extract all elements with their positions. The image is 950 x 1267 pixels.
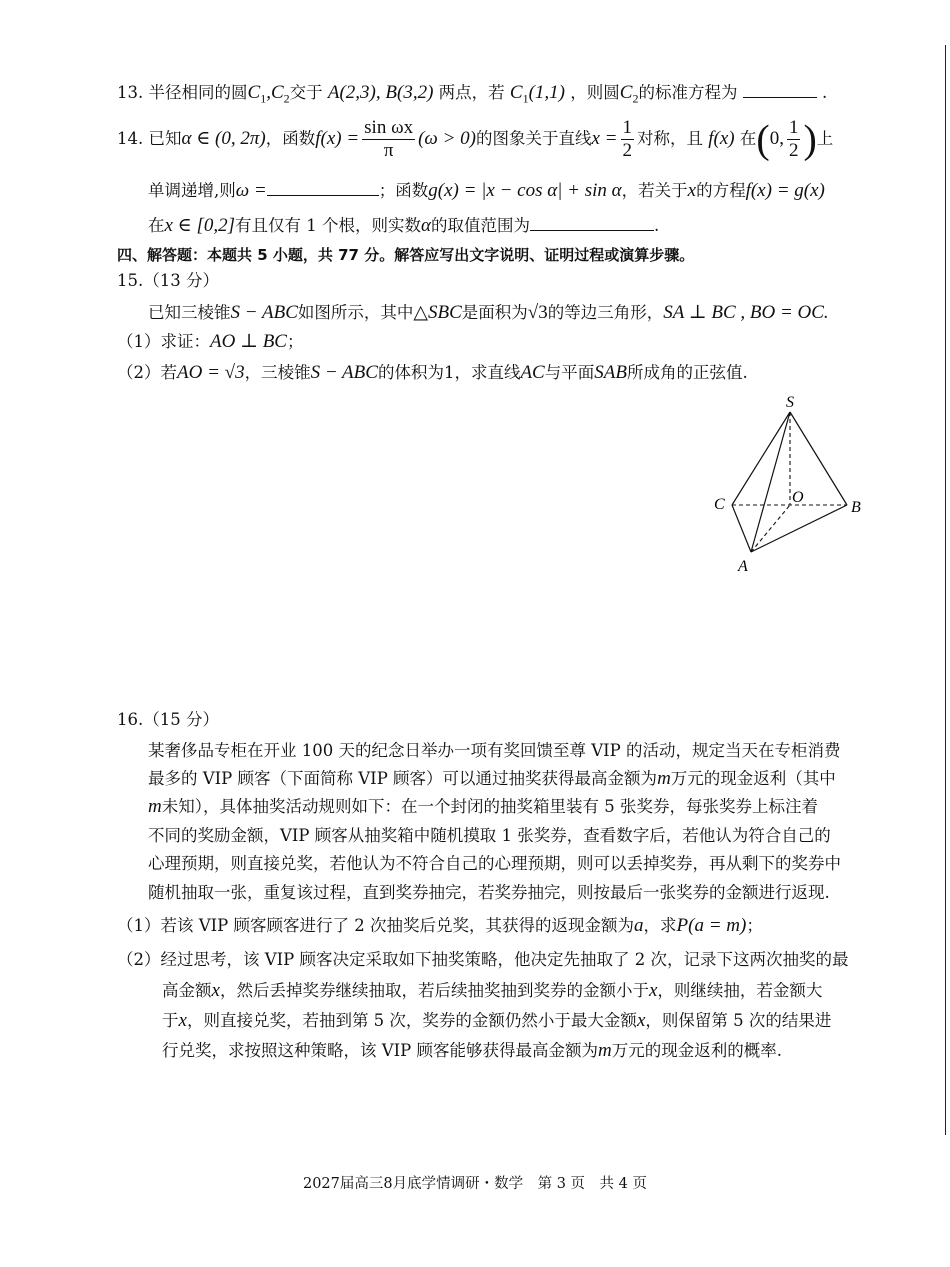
fraction-numerator: 1 xyxy=(622,117,632,138)
big-right-paren: ) xyxy=(803,116,817,162)
math: g(x) = |x − cos α| + sin α xyxy=(428,180,622,201)
q15-stem xyxy=(148,302,829,324)
q16-text: ，则继续抽，若金额大 xyxy=(657,981,823,1000)
math: f(x) = g(x) xyxy=(745,180,825,201)
subscript: 1 xyxy=(522,91,529,106)
margin-rule xyxy=(945,45,946,1135)
section-heading: 四、解答题：本题共 5 小题，共 77 分。解答应写出文字说明、证明过程或演算步骤。 xyxy=(117,246,695,264)
math: f(x) = xyxy=(315,128,360,149)
q16-text: 于 xyxy=(162,1011,179,1030)
math: f(x) xyxy=(708,128,735,149)
math: A(2,3), B(3,2) xyxy=(327,82,434,103)
fraction-sin xyxy=(362,117,415,162)
q13-text: 半径相同的圆 xyxy=(148,83,248,102)
q15-text: （2）若 xyxy=(117,363,177,382)
label-a: A xyxy=(738,558,748,575)
label-s: S xyxy=(786,394,794,411)
q16-text: 高金额 xyxy=(162,981,212,1000)
q16-text: 万元的现金返利的概率. xyxy=(611,1041,783,1060)
math: P(a = m) xyxy=(676,915,747,936)
q15-text: 的体积为1，求直线 xyxy=(377,363,521,382)
math: x xyxy=(178,1010,187,1031)
q14-text: 在 xyxy=(148,216,165,235)
math: C xyxy=(619,82,633,103)
math: x xyxy=(648,980,658,1001)
q15-text: ，三棱锥 xyxy=(244,363,311,382)
math: α ∈ (0, 2π) xyxy=(181,128,266,149)
label-b: B xyxy=(851,499,861,516)
q15-header: 15.（13 分） xyxy=(117,271,219,290)
math: ω = xyxy=(235,180,267,201)
fraction-numerator: sin ωx xyxy=(364,117,414,138)
q16-line-5: 心理预期，则直接兑奖，若他认为不符合自己的心理预期，则可以丢掉奖券，再从剩下的奖券中 xyxy=(148,854,841,873)
fraction-denominator: 2 xyxy=(788,140,799,161)
math: x xyxy=(687,180,697,201)
math: △SBC xyxy=(413,302,462,323)
math: S − ABC xyxy=(310,362,378,383)
q14-text: 的取值范围为 xyxy=(431,216,531,235)
math: √3 xyxy=(527,302,548,323)
q16-text: 最多的 VIP 顾客（下面简称 VIP 顾客）可以通过抽奖获得最高金额为 xyxy=(148,769,658,788)
q14-text: 上 xyxy=(816,129,834,148)
q16-part-2-line-2 xyxy=(162,980,822,1002)
q16-text: ，求 xyxy=(643,916,677,935)
q13-text: ，则圆 xyxy=(570,83,620,102)
q16-text: ，然后丢掉奖券继续抽取，若后续抽奖抽到奖券的金额小于 xyxy=(219,981,649,1000)
q14-text: 单调递增,则 xyxy=(148,181,236,200)
q16-text: 行兑奖，求按照这种策略，该 VIP 顾客能够获得最高金额为 xyxy=(162,1041,599,1060)
q13-text: 的标准方程为 xyxy=(638,83,738,102)
q14-text: 对称，且 xyxy=(637,129,703,148)
math: m xyxy=(598,1040,612,1061)
q15-text: 已知三棱锥 xyxy=(148,303,231,322)
page-footer: 2027届高三8月底学情调研・数学 第 3 页 共 4 页 xyxy=(302,1176,647,1192)
q14-line-2 xyxy=(148,177,825,202)
edge-sa xyxy=(751,412,790,552)
q16-line-3 xyxy=(148,796,818,818)
subscript: 2 xyxy=(283,91,290,106)
math: C xyxy=(509,82,523,103)
math: x xyxy=(211,980,220,1001)
math: a xyxy=(634,915,644,936)
q15-text: ； xyxy=(286,332,304,351)
q16-header: 16.（15 分） xyxy=(117,710,219,729)
q16-part-2-line-4 xyxy=(162,1040,782,1062)
edge-ca xyxy=(732,505,751,552)
math: SA ⊥ BC , BO = OC. xyxy=(663,302,829,323)
math: S − ABC xyxy=(230,302,298,323)
q13-line xyxy=(117,79,827,109)
fraction-denominator: 2 xyxy=(622,140,632,161)
math: m xyxy=(657,768,671,789)
q13-text: 两点，若 xyxy=(438,83,505,102)
math: SAB xyxy=(594,362,627,383)
answer-blank[interactable] xyxy=(530,212,654,231)
q14-text: . xyxy=(654,216,660,235)
q16-line-6: 随机抽取一张，重复该过程，直到奖券抽完，若奖券抽完，则按最后一张奖券的金额进行返现. xyxy=(148,883,830,902)
math: ,C xyxy=(266,82,284,103)
edge-ab xyxy=(751,505,847,552)
math: x = xyxy=(591,128,618,149)
q14-number: 14. xyxy=(117,129,144,148)
q14-text: 的方程 xyxy=(696,181,746,200)
q14-text: ；函数 xyxy=(378,181,429,200)
answer-blank[interactable] xyxy=(743,79,817,98)
edge-ao-hidden xyxy=(751,505,790,552)
q16-text: ，则保留第 5 次的结果进 xyxy=(645,1011,832,1030)
q16-part-2-line-3 xyxy=(162,1010,831,1032)
math: x xyxy=(636,1010,646,1031)
fraction-numerator: 1 xyxy=(788,117,799,138)
q13-text: . xyxy=(821,83,828,102)
q16-text: 万元的现金返利（其中 xyxy=(670,769,836,788)
q15-text: 的等边三角形， xyxy=(547,303,664,322)
q16-text: ，则直接兑奖，若抽到第 5 次，奖券的金额仍然小于最大金额 xyxy=(186,1011,637,1030)
q16-text: 未知），具体抽奖活动规则如下：在一个封闭的抽奖箱里装有 5 张奖券，每张奖券上标注着 xyxy=(161,797,818,816)
math: α xyxy=(421,215,432,236)
big-left-paren: ( xyxy=(756,116,770,162)
q15-text: 是面积为 xyxy=(461,303,528,322)
q14-line-1 xyxy=(117,116,833,162)
math: 0, xyxy=(769,128,784,149)
q15-text: （1）求证： xyxy=(117,332,210,351)
fraction-half-2 xyxy=(787,117,801,162)
label-c: C xyxy=(714,496,725,513)
q14-text: 的图象关于直线 xyxy=(475,129,592,148)
q16-part-2-line-1: （2）经过思考，该 VIP 顾客决定采取如下抽奖策略，他决定先抽取了 2 次，记录下这两次抽奖的最 xyxy=(117,950,849,969)
q14-text: ，函数 xyxy=(265,129,316,148)
q15-text: 所成角的正弦值. xyxy=(626,363,748,382)
answer-blank[interactable] xyxy=(267,177,379,196)
q15-part-1 xyxy=(117,331,303,353)
q16-text: ； xyxy=(746,916,763,935)
math: m xyxy=(148,796,162,817)
q14-text: ，若关于 xyxy=(621,181,688,200)
math: x ∈ [0,2] xyxy=(164,215,236,236)
q13-number: 13. xyxy=(117,83,144,102)
math: AO = √3 xyxy=(177,362,245,383)
label-o: O xyxy=(792,489,804,506)
q16-part-1 xyxy=(117,915,763,937)
q15-part-2 xyxy=(117,362,748,384)
q14-line-3 xyxy=(148,212,659,237)
pyramid-figure xyxy=(700,390,880,580)
subscript: 2 xyxy=(632,91,639,106)
q13-text: 交于 xyxy=(289,83,323,102)
math: (ω > 0) xyxy=(418,128,476,149)
q16-line-1: 某奢侈品专柜在开业 100 天的纪念日举办一项有奖回馈至尊 VIP 的活动，规定当天在专柜消费 xyxy=(148,741,841,760)
math: AC xyxy=(520,362,545,383)
q16-line-2 xyxy=(148,768,836,790)
fraction-denominator: π xyxy=(383,140,394,161)
edge-sc xyxy=(732,412,790,505)
q16-line-4: 不同的奖励金额，VIP 顾客从抽奖箱中随机摸取 1 张奖券，查看数字后，若他认为符合自己的 xyxy=(148,826,831,845)
math: C xyxy=(247,82,261,103)
q14-text: 在 xyxy=(739,129,757,148)
q14-text: 已知 xyxy=(148,129,182,148)
math: AO ⊥ BC xyxy=(210,331,287,352)
q15-text: 与平面 xyxy=(544,363,595,382)
q14-text: 有且仅有 1 个根，则实数 xyxy=(235,216,422,235)
q16-text: （1）若该 VIP 顾客顾客进行了 2 次抽奖后兑奖，其获得的返现金额为 xyxy=(117,916,635,935)
fraction-half xyxy=(621,117,635,162)
subscript: 1 xyxy=(260,91,267,106)
q15-text: 如图所示，其中 xyxy=(297,303,414,322)
math: (1,1) xyxy=(528,82,565,103)
